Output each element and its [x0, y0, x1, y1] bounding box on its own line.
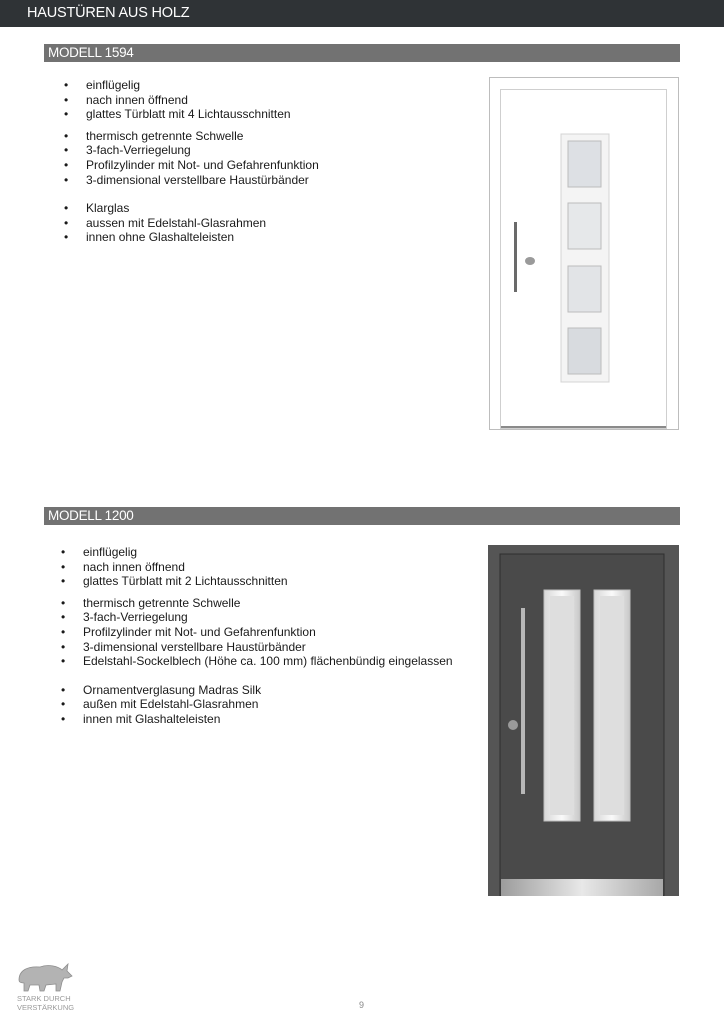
feature-item: • 3-fach-Verriegelung [64, 143, 319, 158]
feature-item: • glattes Türblatt mit 2 Lichtausschnitten [61, 574, 453, 589]
model-title: MODELL 1200 [48, 508, 134, 523]
feature-item: • Profilzylinder mit Not- und Gefahrenfunktion [61, 625, 453, 640]
glass-pane [600, 596, 624, 815]
feature-item: • innen ohne Glashalteleisten [64, 230, 319, 245]
feature-item: • einflügelig [64, 78, 319, 93]
feature-item: • glattes Türblatt mit 4 Lichtausschnitten [64, 107, 319, 122]
feature-item: • thermisch getrennte Schwelle [61, 596, 453, 611]
glass-pane [550, 596, 574, 815]
feature-item: • nach innen öffnend [61, 560, 453, 575]
logo-line-2: VERSTÄRKUNG [17, 1003, 75, 1012]
door-image-model-1200 [488, 545, 679, 896]
rhino-logo-icon [16, 958, 76, 994]
feature-item: • thermisch getrennte Schwelle [64, 129, 319, 144]
glass-pane [568, 203, 601, 249]
page-number: 9 [359, 1000, 365, 1010]
model-1594-header [44, 44, 680, 62]
feature-item: • Edelstahl-Sockelblech (Höhe ca. 100 mm) flächenbündig eingelassen [61, 654, 453, 669]
logo-tagline [17, 994, 74, 1012]
logo-line-1: STARK DURCH [17, 994, 71, 1003]
door-image-model-1594 [489, 77, 680, 431]
lock-cylinder [525, 257, 535, 265]
model-title: MODELL 1594 [48, 45, 134, 60]
feature-item: • aussen mit Edelstahl-Glasrahmen [64, 216, 319, 231]
page-title: HAUSTÜREN AUS HOLZ [27, 5, 190, 21]
feature-item: • 3-dimensional verstellbare Haustürbänder [64, 173, 319, 188]
model-1594-features [64, 78, 319, 245]
lock-cylinder [508, 720, 518, 730]
feature-item: • Klarglas [64, 201, 319, 216]
kick-plate [501, 879, 663, 896]
feature-item: • einflügelig [61, 545, 453, 560]
feature-item: • 3-fach-Verriegelung [61, 610, 453, 625]
glass-pane [568, 141, 601, 187]
model-1200-header [44, 507, 680, 525]
glass-pane [568, 266, 601, 312]
feature-item: • innen mit Glashalteleisten [61, 712, 453, 727]
feature-item: • außen mit Edelstahl-Glasrahmen [61, 697, 453, 712]
feature-item: • Profilzylinder mit Not- und Gefahrenfunktion [64, 158, 319, 173]
door-handle [521, 608, 525, 794]
feature-item: • Ornamentverglasung Madras Silk [61, 683, 453, 698]
feature-item: • nach innen öffnend [64, 93, 319, 108]
door-handle [514, 222, 517, 292]
model-1200-features [61, 545, 453, 727]
page-header [0, 0, 724, 27]
glass-pane [568, 328, 601, 374]
feature-item: • 3-dimensional verstellbare Haustürbänder [61, 640, 453, 655]
